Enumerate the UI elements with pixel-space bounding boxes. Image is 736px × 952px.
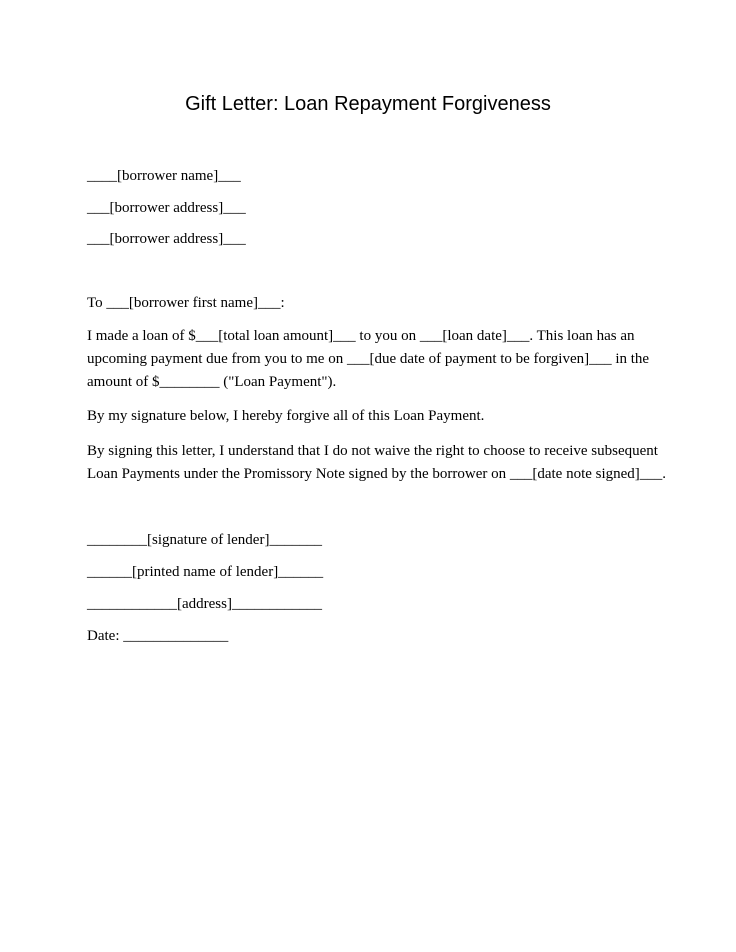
paragraph-1-line: I made a loan of $___[total loan amount]___ to you on ___[loan date]___. This loan has an [87, 328, 635, 344]
paragraph-1-line: amount of $________ ("Loan Payment"). [87, 374, 337, 390]
borrower-address-line-1: ___[borrower address]___ [87, 200, 246, 216]
paragraph-1-line: upcoming payment due from you to me on ___[due date of payment to be forgiven]___ in the [87, 351, 650, 367]
borrower-address-line-2: ___[borrower address]___ [87, 231, 246, 247]
lender-printed-name-line: ______[printed name of lender]______ [87, 564, 324, 580]
body-paragraph-2: By my signature below, I hereby forgive all of this Loan Payment. [87, 408, 485, 424]
lender-address-line: ____________[address]____________ [87, 596, 322, 612]
paragraph-3-line: Loan Payments under the Promissory Note signed by the borrower on ___[date note signed]___. [87, 466, 667, 482]
salutation: To ___[borrower first name]___: [87, 295, 285, 311]
borrower-name-line: ____[borrower name]___ [87, 168, 241, 184]
lender-signature-line: ________[signature of lender]_______ [87, 532, 322, 548]
body-paragraph-3 [87, 440, 667, 486]
paragraph-3-line: By signing this letter, I understand that I do not waive the right to choose to receive subsequent [87, 443, 658, 459]
date-line: Date: ______________ [87, 628, 229, 644]
body-paragraph-1 [87, 325, 650, 394]
document-title: Gift Letter: Loan Repayment Forgiveness [185, 93, 551, 115]
